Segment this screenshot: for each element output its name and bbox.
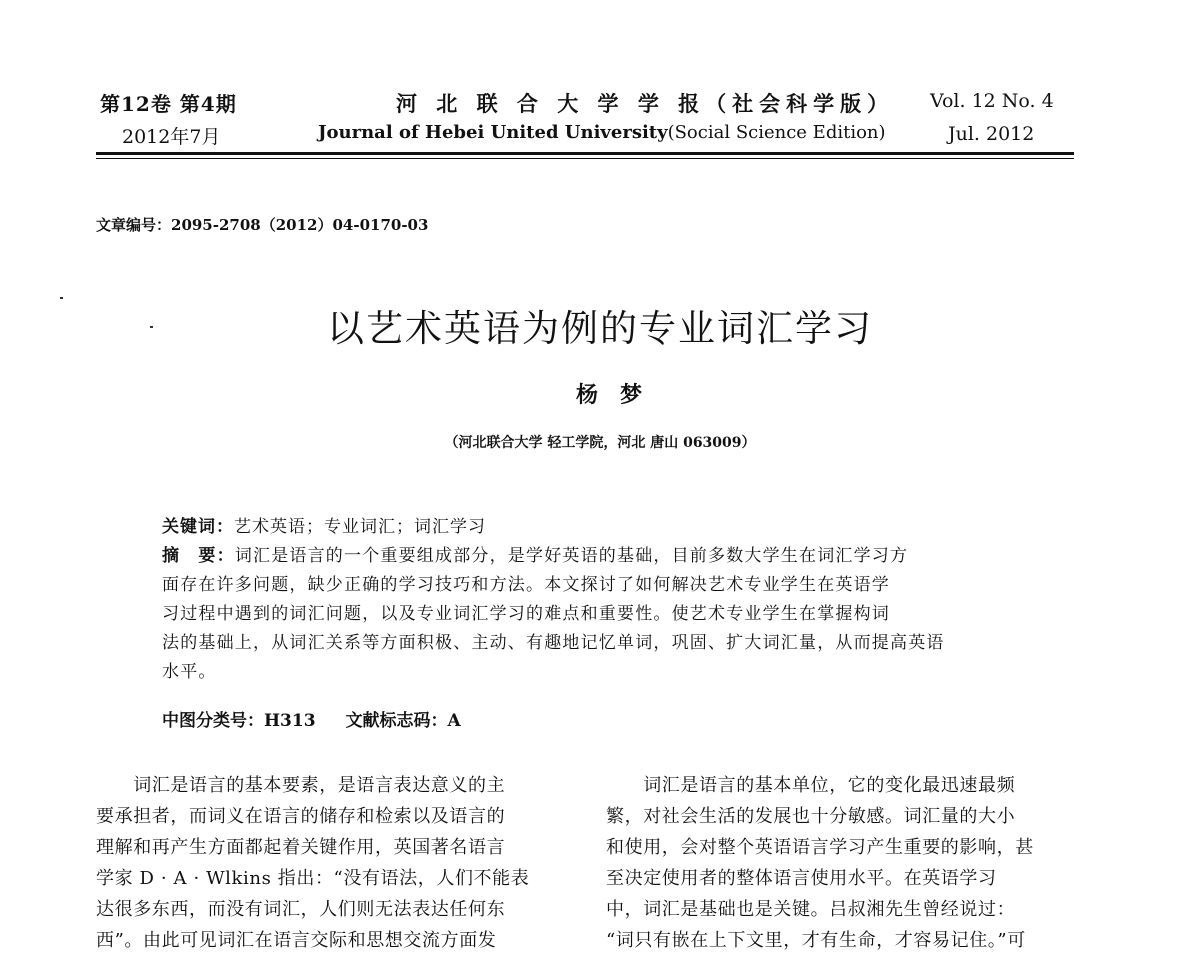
keywords-text: 艺术英语；专业词汇；词汇学习	[234, 517, 486, 537]
article-number: 文章编号：2095-2708（2012）04-0170-03	[96, 216, 429, 234]
header-rule-thin	[96, 158, 1074, 159]
body-line: 词汇是语言的基本要素，是语言表达意义的主	[96, 775, 506, 796]
scan-speck	[60, 297, 63, 299]
keywords-label: 关键词：	[162, 517, 234, 537]
abstract	[162, 542, 1024, 687]
header-rule-thick	[96, 152, 1074, 155]
abstract-line: 习过程中遇到的词汇问题，以及专业词汇学习的难点和重要性。使艺术专业学生在掌握构词	[162, 604, 890, 624]
abstract-line: 摘 要：词汇是语言的一个重要组成部分，是学好英语的基础，目前多数大学生在词汇学习方	[162, 546, 909, 566]
document-code: 文献标志码：A	[345, 711, 461, 731]
journal-title-en	[318, 122, 886, 143]
journal-title-cn: 河 北 联 合 大 学 学 报（社会科学版）	[396, 91, 895, 116]
journal-title-en-main: Journal of Hebei United University	[318, 122, 668, 143]
body-line: 繁，对社会生活的发展也十分敏感。词汇量的大小	[606, 806, 1016, 827]
clc-number: 中图分类号：H313	[162, 711, 316, 731]
body-line: “词只有嵌在上下文里，才有生命，才容易记住。”可	[606, 930, 1026, 951]
body-line: 要承担者，而词义在语言的储存和检索以及语言的	[96, 806, 506, 827]
body-line: 词汇是语言的基本单位，它的变化最迅速最频	[606, 775, 1016, 796]
publication-date-en: Jul. 2012	[948, 123, 1035, 145]
body-column-left	[96, 770, 571, 956]
abstract-line: 水平。	[162, 662, 217, 682]
keywords	[162, 512, 486, 537]
body-line: 学家 D · A · Wlkins 指出：“没有语法，人们不能表	[96, 868, 530, 889]
author-affiliation: （河北联合大学 轻工学院，河北 唐山 063009）	[444, 435, 756, 451]
body-column-right	[606, 770, 1076, 956]
body-line: 至决定使用者的整体语言使用水平。在英语学习	[606, 868, 997, 889]
body-line: 达很多东西，而没有词汇，人们则无法表达任何东	[96, 899, 506, 920]
body-line: 中，词汇是基础也是关键。吕叔湘先生曾经说过：	[606, 899, 1016, 920]
author-name: 杨梦	[575, 382, 664, 408]
scan-speck	[150, 326, 153, 328]
abstract-label: 摘 要：	[162, 546, 235, 566]
abstract-line: 面存在许多问题，缺少正确的学习技巧和方法。本文探讨了如何解决艺术专业学生在英语学	[162, 575, 890, 595]
body-line: 西”。由此可见词汇在语言交际和思想交流方面发	[96, 930, 497, 951]
article-title: 以艺术英语为例的专业词汇学习	[327, 307, 873, 350]
classification	[162, 706, 461, 731]
body-line: 理解和再产生方面都起着关键作用，英国著名语言	[96, 837, 506, 858]
volume-issue-en: Vol. 12 No. 4	[930, 90, 1054, 112]
volume-issue: 第12卷 第4期	[100, 92, 237, 116]
publication-date-cn: 2012年7月	[122, 126, 221, 148]
journal-title-en-edition: (Social Science Edition)	[667, 122, 886, 143]
abstract-line: 法的基础上，从词汇关系等方面积极、主动、有趣地记忆单词，巩固、扩大词汇量，从而提高英语	[162, 633, 945, 653]
body-line: 和使用，会对整个英语语言学习产生重要的影响，甚	[606, 837, 1034, 858]
